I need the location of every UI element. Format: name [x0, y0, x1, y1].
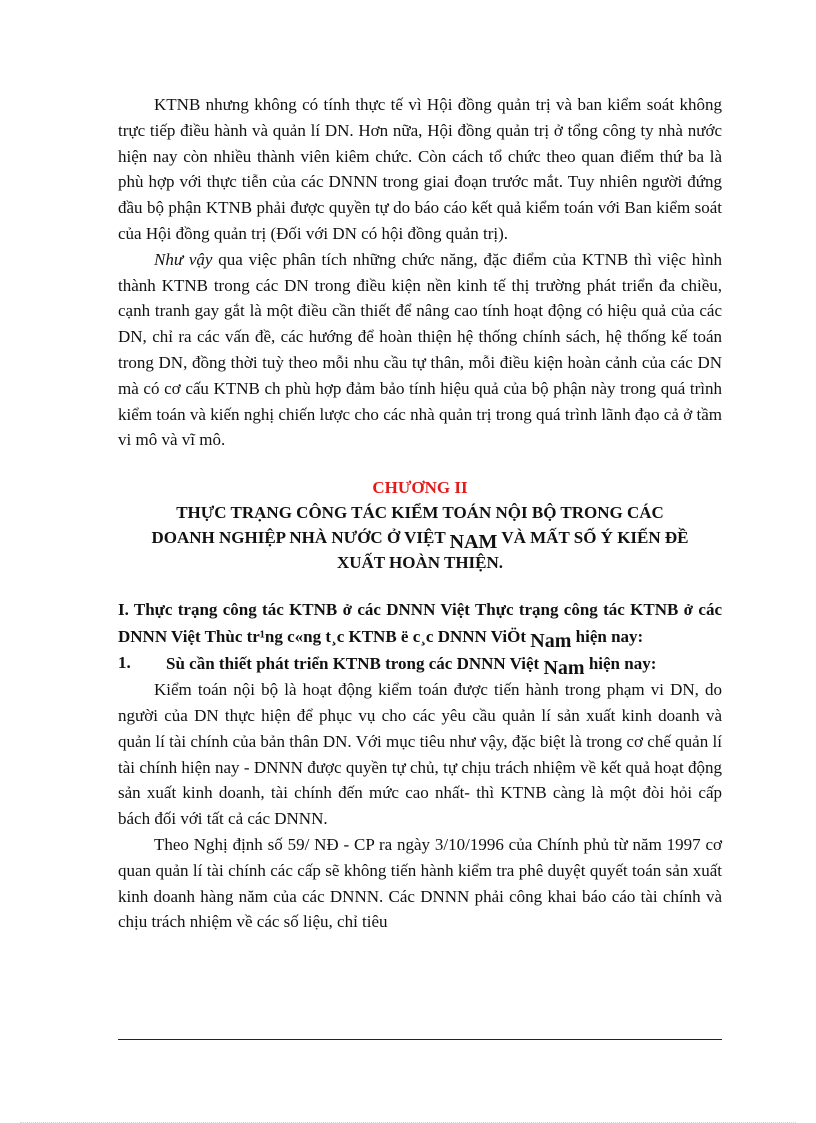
section-heading-nam: Nam	[530, 630, 572, 653]
paragraph-decree-59-c: của Chính phủ từ năm 1997 cơ quan quản lí tài chính các cấp sẽ không tiến hành kiểm tra phê duyệt quyết toán sản xuất kinh doanh hàng năm của các DNNN. Các DNNN phải công khai báo cáo tài chính và chịu trách nhiệm về các số liệu, chỉ tiêu	[118, 834, 722, 932]
paragraph-decree-59-a: Theo Nghị định số 59/ NĐ - CP ra ngày	[154, 834, 435, 854]
footer-rule	[118, 1039, 722, 1040]
subsection-heading-1	[118, 650, 722, 680]
document-page	[118, 92, 722, 935]
paragraph-conclusion-text: qua việc phân tích những chức năng, đặc điểm của KTNB thì việc hình thành KTNB trong các DN trong điều kiện nền kinh tế thị trường phát triển đa chiều, cạnh tranh gay gắt là một điều cần thiết để nâng cao tính hoạt động có hiệu quả của các DN, chỉ ra các vấn đề, các hướng để hoàn thiện hệ thống chính sách, hệ thống kế toán trong DN, đồng thời tuỳ theo mỗi nhu cầu tự thân, mỗi điều kiện hoàn cảnh của các DN mà có cơ cấu KTNB ch phù hợp đảm bảo tính hiệu quả của bộ phận này trong quá trình kiểm toán và kiến nghị chiến lược cho các nhà quản trị trong quá trình lãnh đạo cả ở tầm vi mô và vĩ mô.	[118, 249, 722, 450]
subsection-title-nam: Nam	[543, 657, 585, 680]
chapter-title-line-2c: VÀ MẤT SỐ Ý KIẾN ĐỀ	[497, 528, 689, 548]
chapter-heading	[118, 475, 722, 575]
chapter-title-line-1: THỰC TRẠNG CÔNG TÁC KIỂM TOÁN NỘI BỘ TRONG CÁC	[176, 503, 664, 523]
emphasis-nhu-vay: Như vậy	[154, 249, 213, 269]
subsection-title	[166, 650, 657, 680]
chapter-title-line-3: XUẤT HOÀN THIỆN.	[336, 553, 504, 573]
subsection-number: 1.	[118, 653, 131, 673]
chapter-title-line-2a: DOANH NGHIỆP NHÀ NƯỚC Ở VIỆT	[151, 528, 450, 548]
subsection-title-c: hiện nay:	[584, 654, 657, 674]
section-heading-1	[118, 597, 722, 653]
section-heading-text-a: I. Thực trạng công tác KTNB ở các DNNN Việt Thực trạng công tác KTNB ở các DNNN Việt Thùc tr¹ng c«ng t¸c KTNB ë c¸c DNNN ViÖt	[118, 600, 722, 647]
section-heading-text-c: hiện nay:	[571, 627, 644, 647]
chapter-title-line-2	[118, 525, 722, 554]
chapter-title-nam: NAM	[449, 531, 498, 554]
paragraph-internal-audit-definition: Kiểm toán nội bộ là hoạt động kiểm toán được tiến hành trong phạm vi DN, do người của DN thực hiện để phục vụ cho các yêu cầu quản lí sản xuất kinh doanh và quản lí tài chính của bản thân DN. Với mục tiêu như vậy, đặc biệt là trong cơ chế quản lí tài chính hiện nay - DNNN được quyền tự chủ, tự chịu trách nhiệm về kết quả hoạt động sản xuất kinh doanh, tài chính đến mức cao nhất- thì KTNB càng là một đòi hỏi cấp bách đối với tất cả các DNNN.	[118, 680, 722, 829]
paragraph-decree-59-date: 3/10/1996	[434, 834, 504, 854]
paragraph-conclusion	[118, 247, 722, 453]
chapter-label: CHƯƠNG II	[372, 478, 468, 498]
paragraph-ktnb-board: KTNB nhưng không có tính thực tế vì Hội đồng quản trị và ban kiểm soát không trực tiếp điều hành và quản lí DN. Hơn nữa, Hội đồng quản trị ở tổng công ty nhà nước hiện nay còn nhiều thành viên kiêm chức. Còn cách tổ chức theo quan điểm thứ ba là phù hợp với thực tiễn của các DNNN trong giai đoạn trước mắt. Tuy nhiên người đứng đầu bộ phận KTNB phải được quyền tự do báo cáo kết quả kiểm toán với Ban kiểm soát của Hội đồng quản trị (Đối với DN có hội đồng quản trị).	[118, 95, 722, 243]
paragraph-decree-59	[118, 832, 722, 935]
subsection-title-a: Sù cần thiết phát triển KTNB trong các DNNN Việt	[166, 654, 544, 674]
